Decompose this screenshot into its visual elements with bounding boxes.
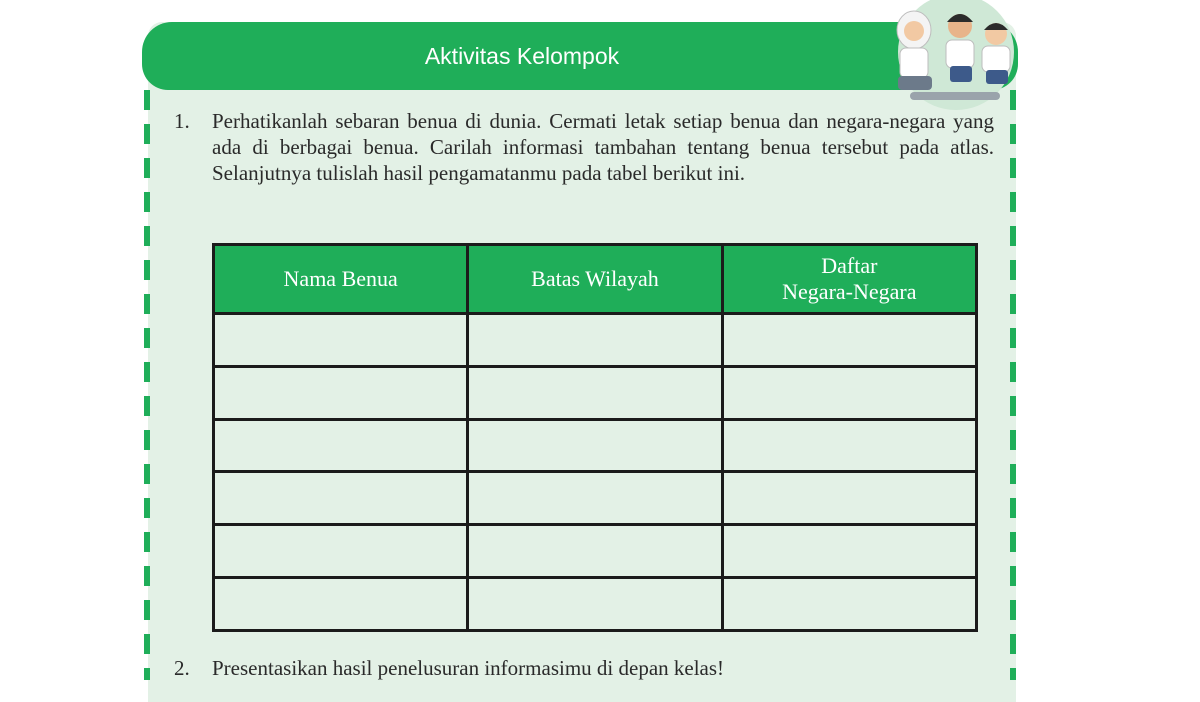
question-2-number: 2. — [174, 656, 190, 680]
table-cell[interactable] — [214, 314, 468, 367]
table-row — [214, 578, 977, 631]
table-cell[interactable] — [214, 578, 468, 631]
table-cell[interactable] — [468, 366, 722, 419]
table-header-row — [214, 245, 977, 314]
left-dashed-border — [144, 90, 150, 680]
question-1-number: 1. — [174, 109, 190, 133]
header-daftar-negara — [722, 245, 976, 314]
right-dashed-border — [1010, 90, 1016, 680]
table-cell[interactable] — [468, 419, 722, 472]
header-nama-benua: Nama Benua — [214, 245, 468, 314]
table-cell[interactable] — [722, 472, 976, 525]
question-2-text: Presentasikan hasil penelusuran informasimu di depan kelas! — [212, 656, 725, 680]
table-cell[interactable] — [214, 366, 468, 419]
question-1-text: Perhatikanlah sebaran benua di dunia. Cermati letak setiap benua dan negara-negara yang ada di berbagai benua. Carilah informasi tambahan tentang benua tersebut pada atlas. Selanjutnya tulislah hasil pengamatanmu pada tabel berikut ini. — [212, 109, 994, 185]
table-cell[interactable] — [214, 419, 468, 472]
table-row — [214, 419, 977, 472]
table-row — [214, 314, 977, 367]
students-icon — [880, 0, 1020, 112]
table-row — [214, 366, 977, 419]
table-cell[interactable] — [214, 525, 468, 578]
table-row — [214, 525, 977, 578]
table-cell[interactable] — [468, 472, 722, 525]
table-cell[interactable] — [722, 366, 976, 419]
header-daftar-line2: Negara-Negara — [782, 279, 917, 304]
header-daftar-line1: Daftar — [821, 253, 878, 278]
table-cell[interactable] — [722, 419, 976, 472]
table-cell[interactable] — [468, 525, 722, 578]
table-cell[interactable] — [214, 472, 468, 525]
table-cell[interactable] — [722, 578, 976, 631]
observation-table — [212, 243, 978, 632]
question-1 — [174, 108, 994, 186]
table-row — [214, 472, 977, 525]
table-cell[interactable] — [468, 578, 722, 631]
table-cell[interactable] — [722, 525, 976, 578]
table-cell[interactable] — [722, 314, 976, 367]
question-2 — [174, 656, 724, 681]
table-cell[interactable] — [468, 314, 722, 367]
header-batas-wilayah: Batas Wilayah — [468, 245, 722, 314]
page-title: Aktivitas Kelompok — [424, 42, 620, 69]
